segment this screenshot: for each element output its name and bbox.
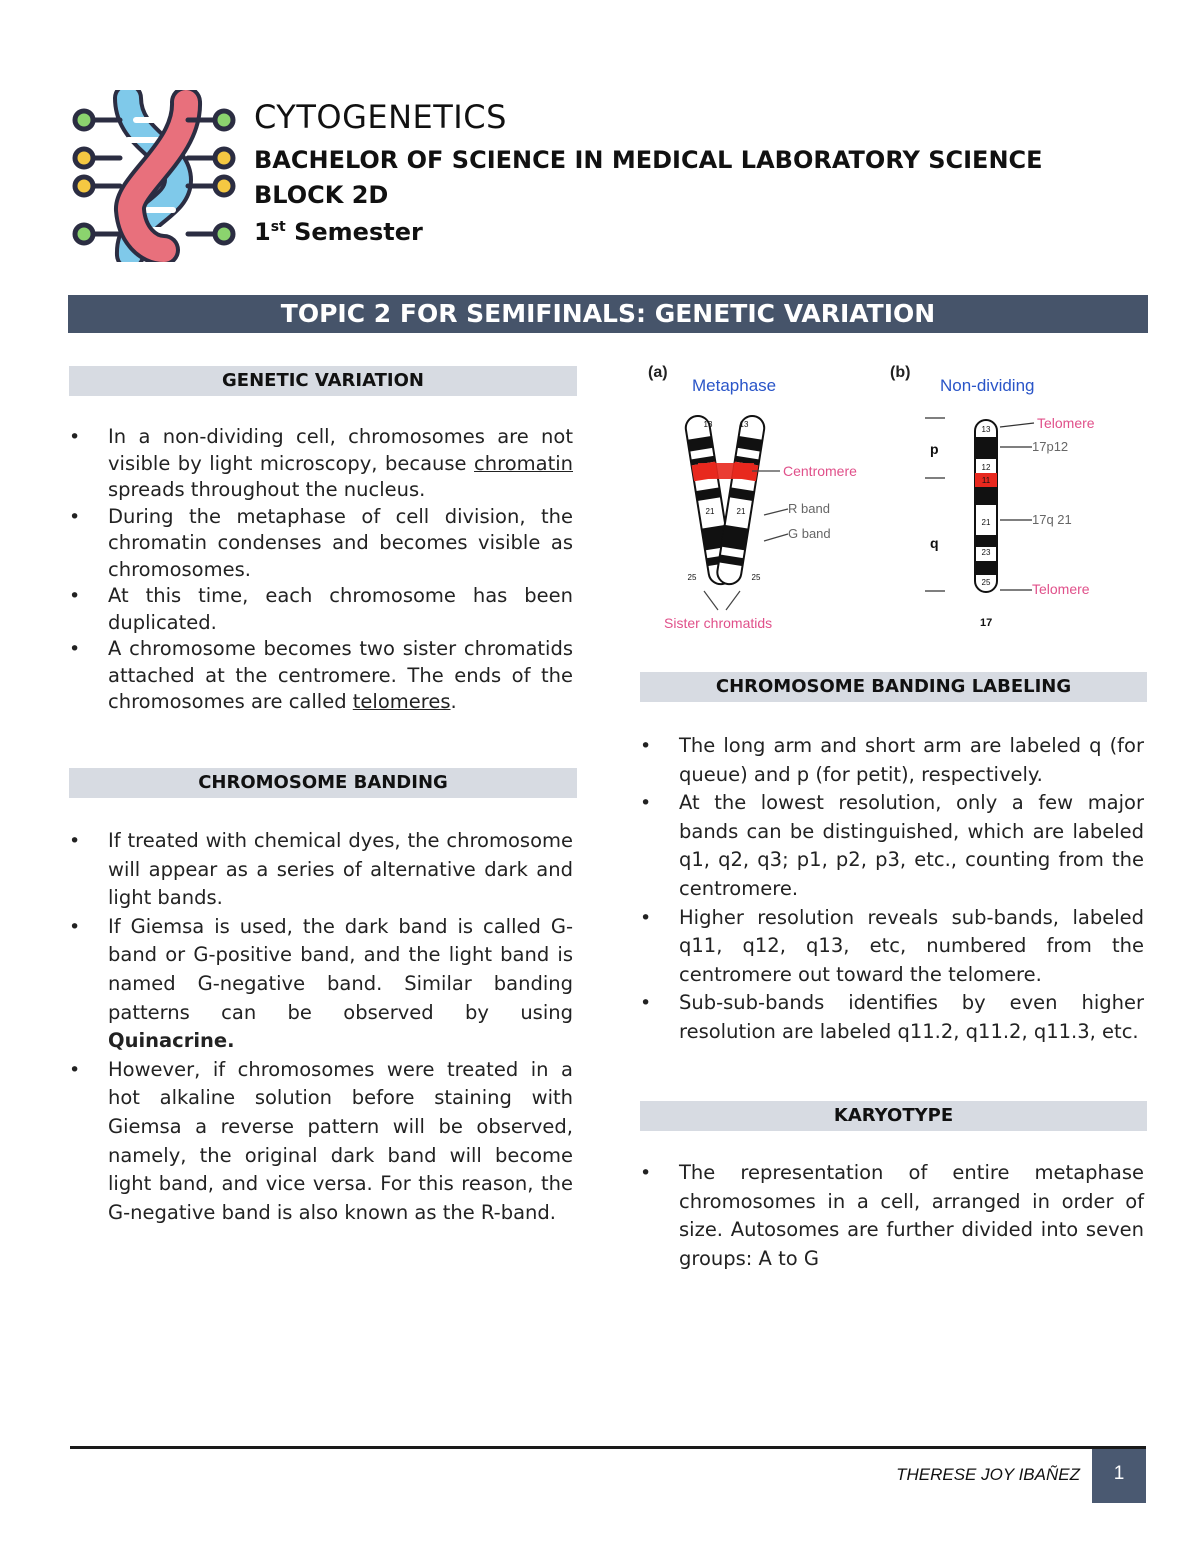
label-arm-q: q [930,535,939,551]
svg-text:13: 13 [739,420,749,429]
footer-divider [70,1446,1146,1449]
genetic-variation-list [69,424,573,716]
section-heading-karyotype: KARYOTYPE [640,1101,1147,1131]
term-chromatin: chromatin [474,451,573,475]
label-chromosome-number: 17 [980,617,993,629]
figure-label-b: (b) [890,364,911,381]
list-item: • In a non-dividing cell, chromosomes are not visible by light microscopy, because chromatin spreads throughout the nucleus. [69,424,573,504]
term-quinacrine: Quinacrine. [108,1029,235,1053]
semester-suffix: st [270,219,286,235]
svg-text:23: 23 [981,548,991,557]
svg-text:21: 21 [736,507,746,516]
figure-title-metaphase: Metaphase [692,376,777,395]
course-title: CYTOGENETICS [254,98,507,136]
label-17p12: 17p12 [1032,439,1069,454]
semester-word: Semester [294,218,423,246]
section-heading-chromosome-banding: CHROMOSOME BANDING [69,768,577,798]
page-number: 1 [1113,1463,1125,1484]
semester [254,218,423,246]
footer-author: THERESE JOY IBAÑEZ [896,1465,1080,1484]
chromosome-diagram [640,355,1150,645]
svg-text:12: 12 [981,463,991,472]
dna-logo-icon [68,90,240,262]
label-centromere: Centromere [783,463,857,479]
chromatid-right [716,414,766,586]
svg-text:21: 21 [981,518,991,527]
label-sister-chromatids: Sister chromatids [664,615,773,631]
label-g-band: G band [788,526,831,541]
list-item: • At the lowest resolution, only a few major bands can be distinguished, which are labeled q1, q2, q3; p1, p2, p3, etc., counting from the centromere. [640,789,1144,903]
svg-text:25: 25 [687,573,697,582]
figure-label-a: (a) [648,364,668,381]
topic-banner: TOPIC 2 FOR SEMIFINALS: GENETIC VARIATION [68,295,1148,333]
semester-number: 1 [254,218,271,246]
list-item: • During the metaphase of cell division, the chromatin condenses and becomes visible as chromosomes. [69,504,573,584]
section-heading-chromosome-banding-labeling: CHROMOSOME BANDING LABELING [640,672,1147,702]
block-name: BLOCK 2D [254,181,389,209]
svg-text:21: 21 [705,507,715,516]
banding-labeling-list [640,732,1144,1047]
svg-text:11: 11 [981,476,991,485]
label-telomere-bottom: Telomere [1032,581,1090,597]
svg-text:13: 13 [703,420,713,429]
program-name: BACHELOR OF SCIENCE IN MEDICAL LABORATORY SCIENCE [254,146,1043,174]
list-item: • If treated with chemical dyes, the chromosome will appear as a series of alternative dark and light bands. [69,827,573,913]
svg-text:25: 25 [981,578,991,587]
list-item: • Sub-sub-bands identifies by even higher resolution are labeled q11.2, q11.2, q11.3, etc. [640,989,1144,1046]
karyotype-list [640,1159,1144,1273]
list-item: • The representation of entire metaphase chromosomes in a cell, arranged in order of size. Autosomes are further divided into seven groups: A to G [640,1159,1144,1273]
term-telomeres: telomeres [352,690,451,713]
svg-text:13: 13 [981,425,991,434]
list-item: • At this time, each chromosome has been duplicated. [69,583,573,636]
chromosome-17 [975,420,997,592]
list-item: • A chromosome becomes two sister chromatids attached at the centromere. The ends of the chromosomes are called telomeres. [69,636,573,716]
svg-text:25: 25 [751,573,761,582]
list-item: • Higher resolution reveals sub-bands, labeled q11, q12, q13, etc, numbered from the centromere out toward the telomere. [640,904,1144,990]
label-telomere-top: Telomere [1037,415,1095,431]
label-arm-p: p [930,441,939,457]
label-17q21: 17q 21 [1032,512,1072,527]
list-item: • The long arm and short arm are labeled q (for queue) and p (for petit), respectively. [640,732,1144,789]
list-item: • If Giemsa is used, the dark band is called G-band or G-positive band, and the light band is named G-negative band. Similar banding patterns can be observed by using Quinacrine. [69,913,573,1056]
figure-title-non-dividing: Non-dividing [940,376,1035,395]
section-heading-genetic-variation: GENETIC VARIATION [69,366,577,396]
list-item: • However, if chromosomes were treated in a hot alkaline solution before staining with Giemsa a reverse pattern will be observed, namely, the original dark band will become light band, and vice versa. For this reason, the G-negative band is also known as the R-band. [69,1056,573,1228]
label-r-band: R band [788,501,830,516]
chromosome-banding-list [69,827,573,1227]
